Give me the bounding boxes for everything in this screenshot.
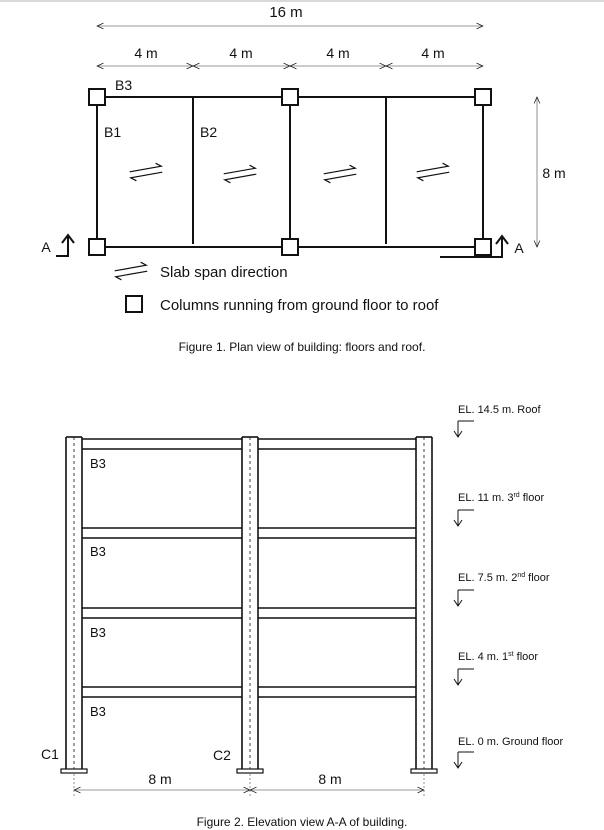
column-label-c1: C1 <box>41 746 59 762</box>
section-mark-right: A <box>514 240 524 256</box>
beam-label-1st: B3 <box>90 704 106 719</box>
dimension-overall <box>97 4 483 26</box>
figure2-caption: Figure 2. Elevation view A-A of building. <box>196 815 408 829</box>
level-label-ground: EL. 0 m. Ground floor <box>458 736 564 748</box>
level-label-roof: EL. 14.5 m. Roof <box>458 404 541 416</box>
dimension-depth-label: 8 m <box>542 165 566 181</box>
bay-dimension-3: 4 m <box>326 45 350 61</box>
legend-columns-label: Columns running from ground floor to roof <box>160 297 439 314</box>
figure2-elevation <box>41 404 563 796</box>
level-label-1st: EL. 4 m. 1st floor <box>458 651 539 663</box>
elevation-columns <box>66 437 432 769</box>
beam-label-roof: B3 <box>90 456 106 471</box>
column-centerlines <box>74 437 424 769</box>
beam-label-2nd: B3 <box>90 625 106 640</box>
elevation-beams <box>82 439 416 697</box>
legend-slab-span-icon <box>114 261 148 280</box>
beam-label-3rd: B3 <box>90 544 106 559</box>
level-label-2nd: EL. 7.5 m. 2nd floor <box>458 572 550 584</box>
column-base-plates <box>61 769 437 773</box>
beam-label-b2: B2 <box>200 124 218 140</box>
span-dimension-2: 8 m <box>318 771 342 787</box>
plan-frame <box>97 97 483 247</box>
section-mark-left: A <box>41 239 51 255</box>
legend-slab-span-label: Slab span direction <box>160 264 288 281</box>
figure1-caption: Figure 1. Plan view of building: floors and roof. <box>178 340 426 354</box>
dimension-spans <box>74 774 424 796</box>
bay-dimension-1: 4 m <box>134 45 158 61</box>
legend-column-icon <box>126 296 142 312</box>
level-marker-icon <box>454 421 474 768</box>
figure1-plan <box>41 4 565 314</box>
level-label-3rd: EL. 11 m. 3rd floor <box>458 492 545 504</box>
beam-label-b1: B1 <box>104 124 122 140</box>
column-label-c2: C2 <box>213 747 231 763</box>
dimension-overall-label: 16 m <box>269 4 303 21</box>
beam-label-b3: B3 <box>115 77 133 93</box>
bay-dimension-4: 4 m <box>421 45 445 61</box>
span-dimension-1: 8 m <box>148 771 172 787</box>
bay-dimension-2: 4 m <box>229 45 253 61</box>
